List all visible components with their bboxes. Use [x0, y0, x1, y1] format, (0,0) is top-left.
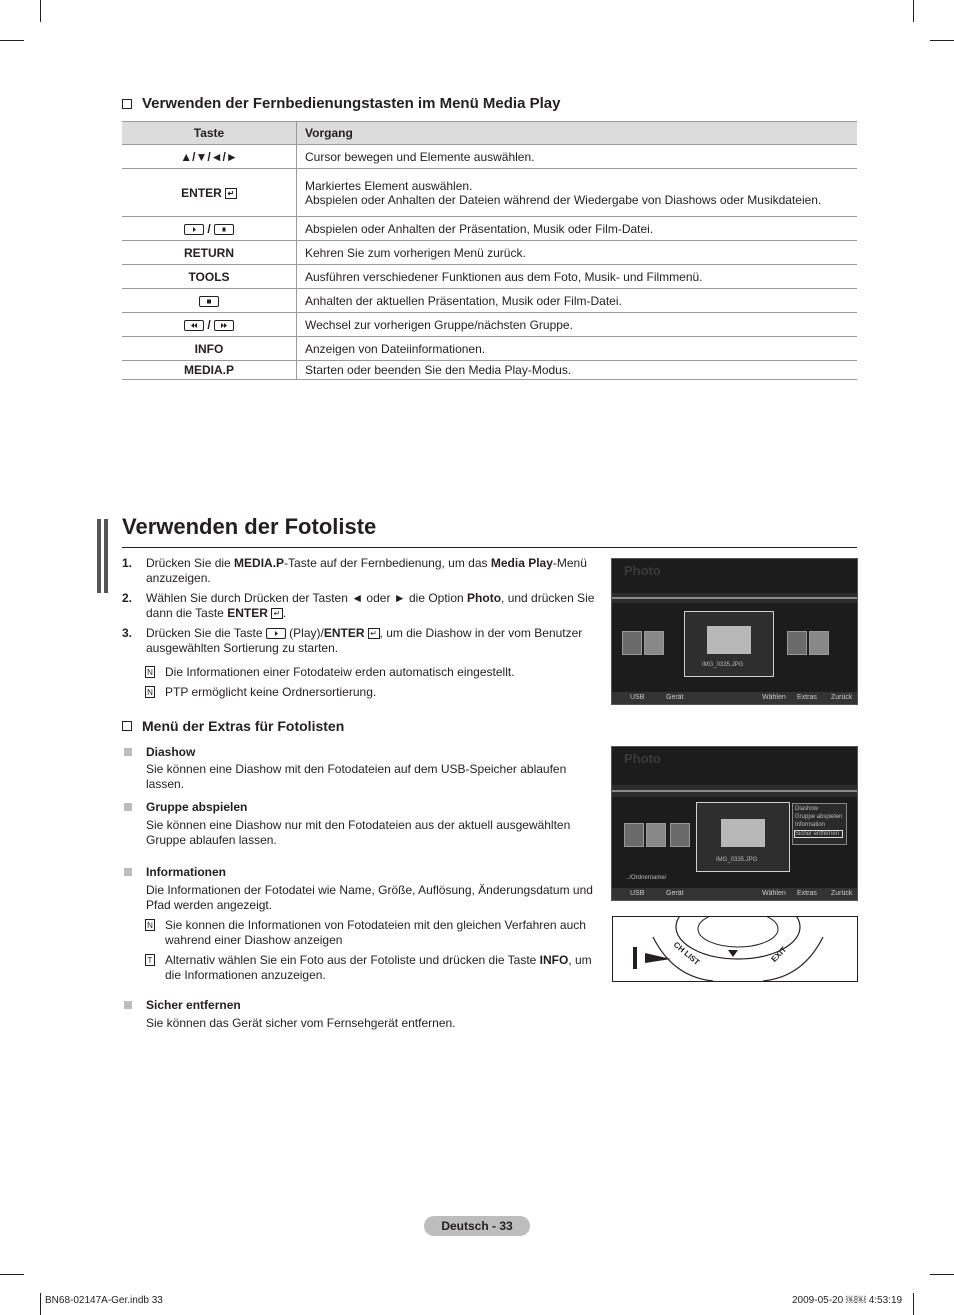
selected-photo-image: [707, 626, 751, 654]
chlist-label: CH LIST: [671, 940, 702, 967]
step-text-bold: Photo: [467, 591, 502, 605]
footer-back: Zurück: [831, 890, 853, 897]
table-row: [122, 289, 857, 313]
step-text-bold: Media Play: [490, 556, 553, 570]
play-icon: [266, 628, 286, 639]
enter-icon: ↵: [225, 188, 237, 199]
note-text: , um die Informationen anzuzeigen.: [165, 953, 592, 982]
extras-text: Sie können das Gerät sicher vom Fernsehgerät entfernen.: [146, 1016, 456, 1030]
enter-icon: ↵: [271, 608, 283, 619]
photo-extras-screenshot: [611, 746, 858, 901]
footer-extras: Extras: [797, 890, 817, 897]
enter-icon: ↵: [368, 628, 380, 639]
extras-menu-item-selected[interactable]: Sicher entfernen: [794, 830, 843, 838]
note-item: [147, 685, 377, 700]
key-cell: [122, 217, 297, 241]
remote-keys-table: [122, 121, 857, 380]
note-icon: N: [145, 666, 155, 678]
timeline-line: [612, 790, 857, 792]
checkbox-bullet-icon: [122, 99, 132, 109]
extras-title-text: Informationen: [146, 865, 226, 879]
crop-mark: [40, 1293, 41, 1315]
extras-text: Sie können eine Diashow nur mit den Fotodateien aus der aktuell ausgewählten Gruppe ablaufen lassen.: [146, 818, 571, 847]
footer-extras: Extras: [797, 694, 817, 701]
footer-timestamp: 2009-05-20 ￼￼ 4:53:19: [792, 1295, 903, 1306]
selected-photo-image: [721, 819, 765, 847]
footer-usb: USB: [630, 890, 645, 897]
step-text: Wählen Sie durch Drücken der Tasten ◄ oder ► die Option: [146, 591, 468, 605]
key-cell: MEDIA.P: [122, 361, 297, 380]
fast-forward-icon: [214, 320, 234, 331]
table-row: [122, 313, 857, 337]
table-row: [122, 217, 857, 241]
thumbnail: [809, 631, 829, 655]
rewind-icon: [184, 320, 204, 331]
step-1: [122, 556, 626, 586]
crop-mark: [913, 0, 914, 22]
note-text: PTP ermöglicht keine Ordnersortierung.: [165, 685, 377, 699]
note-icon: T: [145, 954, 155, 966]
extras-menu-item[interactable]: Gruppe abspielen: [795, 814, 843, 820]
table-row: [122, 169, 857, 217]
key-cell: INFO: [122, 337, 297, 361]
action-cell: Ausführen verschiedener Funktionen aus dem Foto, Musik- und Filmmenü.: [297, 265, 858, 289]
page-title: Verwenden der Fotoliste: [122, 514, 377, 539]
note-text: Sie konnen die Informationen von Fotodateien mit den gleichen Verfahren auch wahrend einer Diashow anzeigen: [165, 918, 586, 947]
photo-list-screenshot: [611, 558, 858, 705]
note-text: Alternativ wählen Sie ein Foto aus der Fotoliste und drücken die Taste: [165, 953, 540, 967]
page-number-badge: Deutsch - 33: [424, 1216, 530, 1236]
note-icon: N: [145, 686, 155, 698]
step-text: (Play)/: [285, 626, 324, 640]
stop-icon: [199, 296, 219, 307]
key-cell: ▲/▼/◄/►: [122, 145, 297, 169]
step-text-bold: MEDIA.P: [234, 556, 285, 570]
folder-path: ../Ordnername/: [626, 875, 667, 881]
extras-title-text: Diashow: [146, 745, 196, 759]
square-bullet-icon: [124, 803, 132, 811]
extras-title-info: [146, 865, 226, 879]
step-text: .: [282, 606, 287, 620]
section-heading-extras: [122, 718, 344, 734]
extras-title-text: Sicher entfernen: [146, 998, 241, 1012]
section-heading-text: Verwenden der Fernbedienungstasten im Menü Media Play: [142, 95, 561, 112]
footer-device: Gerät: [666, 694, 684, 701]
note-item: [147, 953, 605, 983]
selected-photo-frame: [696, 802, 790, 872]
action-cell: Cursor bewegen und Elemente auswählen.: [297, 145, 858, 169]
slash: /: [207, 317, 211, 332]
action-cell: Abspielen oder Anhalten der Präsentation, Musik oder Film-Datei.: [297, 217, 858, 241]
note-item: [147, 665, 515, 680]
footer-usb: USB: [630, 694, 645, 701]
crop-mark: [913, 1293, 914, 1315]
table-row: [122, 337, 857, 361]
thumbnail: [622, 631, 642, 655]
action-line: Abspielen oder Anhalten der Dateien während der Wiedergabe von Diashows oder Musikdateien.: [305, 192, 822, 207]
square-bullet-icon: [124, 748, 132, 756]
step-text: , und drücken Sie dann die Taste: [146, 591, 595, 620]
checkbox-bullet-icon: [122, 721, 132, 731]
screen-footer: [612, 888, 857, 900]
action-cell: Anzeigen von Dateiinformationen.: [297, 337, 858, 361]
key-cell: [122, 313, 297, 337]
crop-mark: [930, 40, 954, 41]
footer-select: Wählen: [762, 694, 786, 701]
action-cell: [297, 169, 858, 217]
selected-photo-frame: [684, 611, 774, 677]
pause-icon: [214, 224, 234, 235]
table-row: [122, 145, 857, 169]
play-icon: [184, 224, 204, 235]
title-side-bar: [104, 519, 108, 593]
extras-menu-item[interactable]: Information: [795, 822, 826, 828]
table-row: [122, 265, 857, 289]
thumbnail: [644, 631, 664, 655]
slash: /: [207, 221, 211, 236]
step-text: Drücken Sie die Taste: [146, 626, 266, 640]
screen-photo-label: Photo: [624, 751, 661, 766]
step-text: -Taste auf der Fernbedienung, um das: [284, 556, 491, 570]
note-text-bold: INFO: [539, 953, 569, 967]
footer-device: Gerät: [666, 890, 684, 897]
step-number: 1.: [122, 556, 133, 570]
extras-title-gruppe: [146, 800, 247, 814]
key-cell: [122, 169, 297, 217]
key-label: ENTER: [181, 185, 222, 200]
selected-filename: IMG_0335.JPG: [716, 857, 758, 863]
action-cell: Wechsel zur vorherigen Gruppe/nächsten Gruppe.: [297, 313, 858, 337]
timeline-line: [612, 597, 857, 599]
crop-mark: [930, 1274, 954, 1275]
screen-photo-label: Photo: [624, 563, 661, 578]
action-line: Markiertes Element auswählen.: [305, 178, 473, 193]
step-text: -Menü anzuzeigen.: [146, 556, 587, 585]
key-cell: [122, 289, 297, 313]
thumbnail: [787, 631, 807, 655]
key-cell: TOOLS: [122, 265, 297, 289]
header-action: Vorgang: [297, 122, 858, 145]
extras-title-text: Gruppe abspielen: [146, 800, 248, 814]
thumbnail: [624, 823, 644, 847]
crop-mark: [0, 40, 24, 41]
extras-title-diashow: [146, 745, 195, 759]
crop-mark: [0, 1274, 24, 1275]
footer-file-info: BN68-02147A-Ger.indb 33: [45, 1295, 163, 1306]
extras-text: Sie können eine Diashow mit den Fotodateien auf dem USB-Speicher ablaufen lassen.: [146, 762, 567, 791]
footer-select: Wählen: [762, 890, 786, 897]
square-bullet-icon: [124, 868, 132, 876]
extras-menu-item[interactable]: Diashow: [795, 806, 819, 812]
extras-menu: [792, 803, 847, 845]
table-row: [122, 241, 857, 265]
remote-drawing: [613, 917, 857, 981]
action-cell: Starten oder beenden Sie den Media Play-Modus.: [297, 361, 858, 380]
header-key: Taste: [122, 122, 297, 145]
step-text-bold: ENTER: [227, 606, 268, 620]
extras-text: Die Informationen der Fotodatei wie Name, Größe, Auflösung, Änderungsdatum und Pfad werden angezeigt.: [146, 883, 593, 912]
section-heading-text: Menü der Extras für Fotolisten: [142, 718, 345, 734]
step-number: 3.: [122, 626, 133, 640]
note-text: Die Informationen einer Fotodateiw erden automatisch eingestellt.: [165, 665, 515, 679]
selected-filename: IMG_0335.JPG: [702, 662, 744, 668]
title-rule: [122, 547, 857, 548]
remote-illustration: [612, 916, 858, 982]
note-icon: N: [145, 919, 155, 931]
step-number: 2.: [122, 591, 133, 605]
step-2: [122, 591, 606, 621]
thumbnail: [670, 823, 690, 847]
screen-footer: [612, 692, 857, 704]
exit-label: EXIT: [769, 945, 789, 964]
title-side-bar: [97, 519, 101, 593]
note-item: [147, 918, 605, 948]
table-row: [122, 361, 857, 380]
step-3: [122, 626, 606, 656]
action-cell: Anhalten der aktuellen Präsentation, Musik oder Film-Datei.: [297, 289, 858, 313]
thumbnail: [646, 823, 666, 847]
crop-mark: [40, 0, 41, 22]
step-text: , um die Diashow in der vom Benutzer ausgewählten Sortierung zu starten.: [146, 626, 583, 655]
step-text-bold: ENTER: [323, 626, 365, 640]
step-text: Drücken Sie die: [146, 556, 235, 570]
square-bullet-icon: [124, 1001, 132, 1009]
action-cell: Kehren Sie zum vorherigen Menü zurück.: [297, 241, 858, 265]
section-heading-remote-keys: [122, 95, 560, 112]
footer-back: Zurück: [831, 694, 853, 701]
table-header-row: [122, 122, 857, 145]
extras-title-safe-remove: [146, 998, 241, 1012]
key-cell: RETURN: [122, 241, 297, 265]
